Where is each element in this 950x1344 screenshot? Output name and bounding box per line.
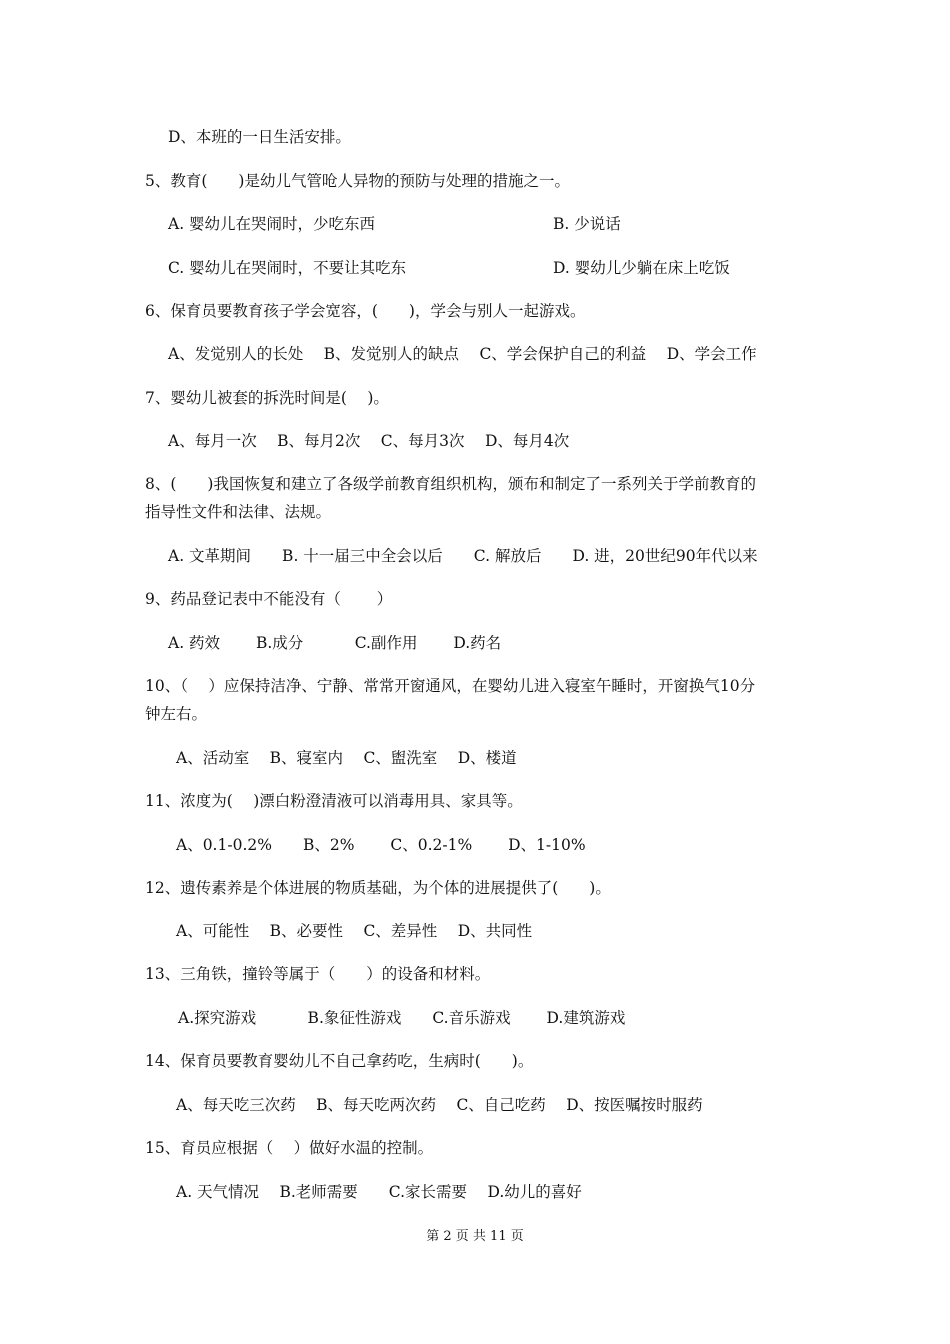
q12-options: A、可能性 B、必要性 C、差异性 D、共同性: [176, 922, 533, 940]
q15-stem: 15、育员应根据（ ）做好水温的控制。: [145, 1139, 434, 1157]
q5-stem: 5、教育( )是幼儿气管呛人异物的预防与处理的措施之一。: [145, 172, 570, 190]
q8-stem: 8、( )我国恢复和建立了各级学前教育组织机构，颁布和制定了一系列关于学前教育的: [145, 475, 756, 493]
q15-options: A. 天气情况 B.老师需要 C.家长需要 D.幼儿的喜好: [176, 1183, 582, 1201]
q5-option-d: D. 婴幼儿少躺在床上吃饭: [553, 259, 730, 277]
q13-stem: 13、三角铁，撞铃等属于（ ）的设备和材料。: [145, 965, 491, 983]
q10-stem-continued: 钟左右。: [145, 705, 208, 723]
q14-options: A、每天吃三次药 B、每天吃两次药 C、自己吃药 D、按医嘱按时服药: [176, 1096, 703, 1114]
q11-options: A、0.1-0.2% B、2% C、0.2-1% D、1-10%: [176, 836, 586, 854]
q6-options: A、发觉别人的长处 B、发觉别人的缺点 C、学会保护自己的利益 D、学会工作: [168, 345, 757, 363]
q6-stem: 6、保育员要教育孩子学会宽容，( )，学会与别人一起游戏。: [145, 302, 586, 320]
q5-option-a: A. 婴幼儿在哭闹时，少吃东西: [168, 215, 376, 233]
q9-stem: 9、药品登记表中不能没有（ ）: [145, 590, 393, 608]
q8-options: A. 文革期间 B. 十一届三中全会以后 C. 解放后 D. 进，20世纪90年代以来: [168, 547, 758, 565]
q14-stem: 14、保育员要教育婴幼儿不自己拿药吃，生病时( )。: [145, 1052, 534, 1070]
q9-options: A. 药效 B.成分 C.副作用 D.药名: [168, 634, 502, 652]
q7-options: A、每月一次 B、每月2次 C、每月3次 D、每月4次: [168, 432, 570, 450]
q13-options: A.探究游戏 B.象征性游戏 C.音乐游戏 D.建筑游戏: [178, 1009, 626, 1027]
q10-options: A、活动室 B、寝室内 C、盥洗室 D、楼道: [176, 749, 517, 767]
q4-option-d: D、本班的一日生活安排。: [168, 128, 351, 146]
q12-stem: 12、遗传素养是个体进展的物质基础，为个体的进展提供了( )。: [145, 879, 611, 897]
page-footer: 第 2 页 共 11 页: [426, 1229, 524, 1244]
q5-option-b: B. 少说话: [553, 215, 621, 233]
q10-stem: 10、（ ）应保持洁净、宁静、常常开窗通风，在婴幼儿进入寝室午睡时，开窗换气10分: [145, 677, 756, 695]
q8-stem-continued: 指导性文件和法律、法规。: [145, 503, 332, 521]
q11-stem: 11、浓度为( )漂白粉澄清液可以消毒用具、家具等。: [145, 792, 523, 810]
q5-option-c: C. 婴幼儿在哭闹时，不要让其吃东: [168, 259, 407, 277]
q7-stem: 7、婴幼儿被套的拆洗时间是( )。: [145, 389, 389, 407]
